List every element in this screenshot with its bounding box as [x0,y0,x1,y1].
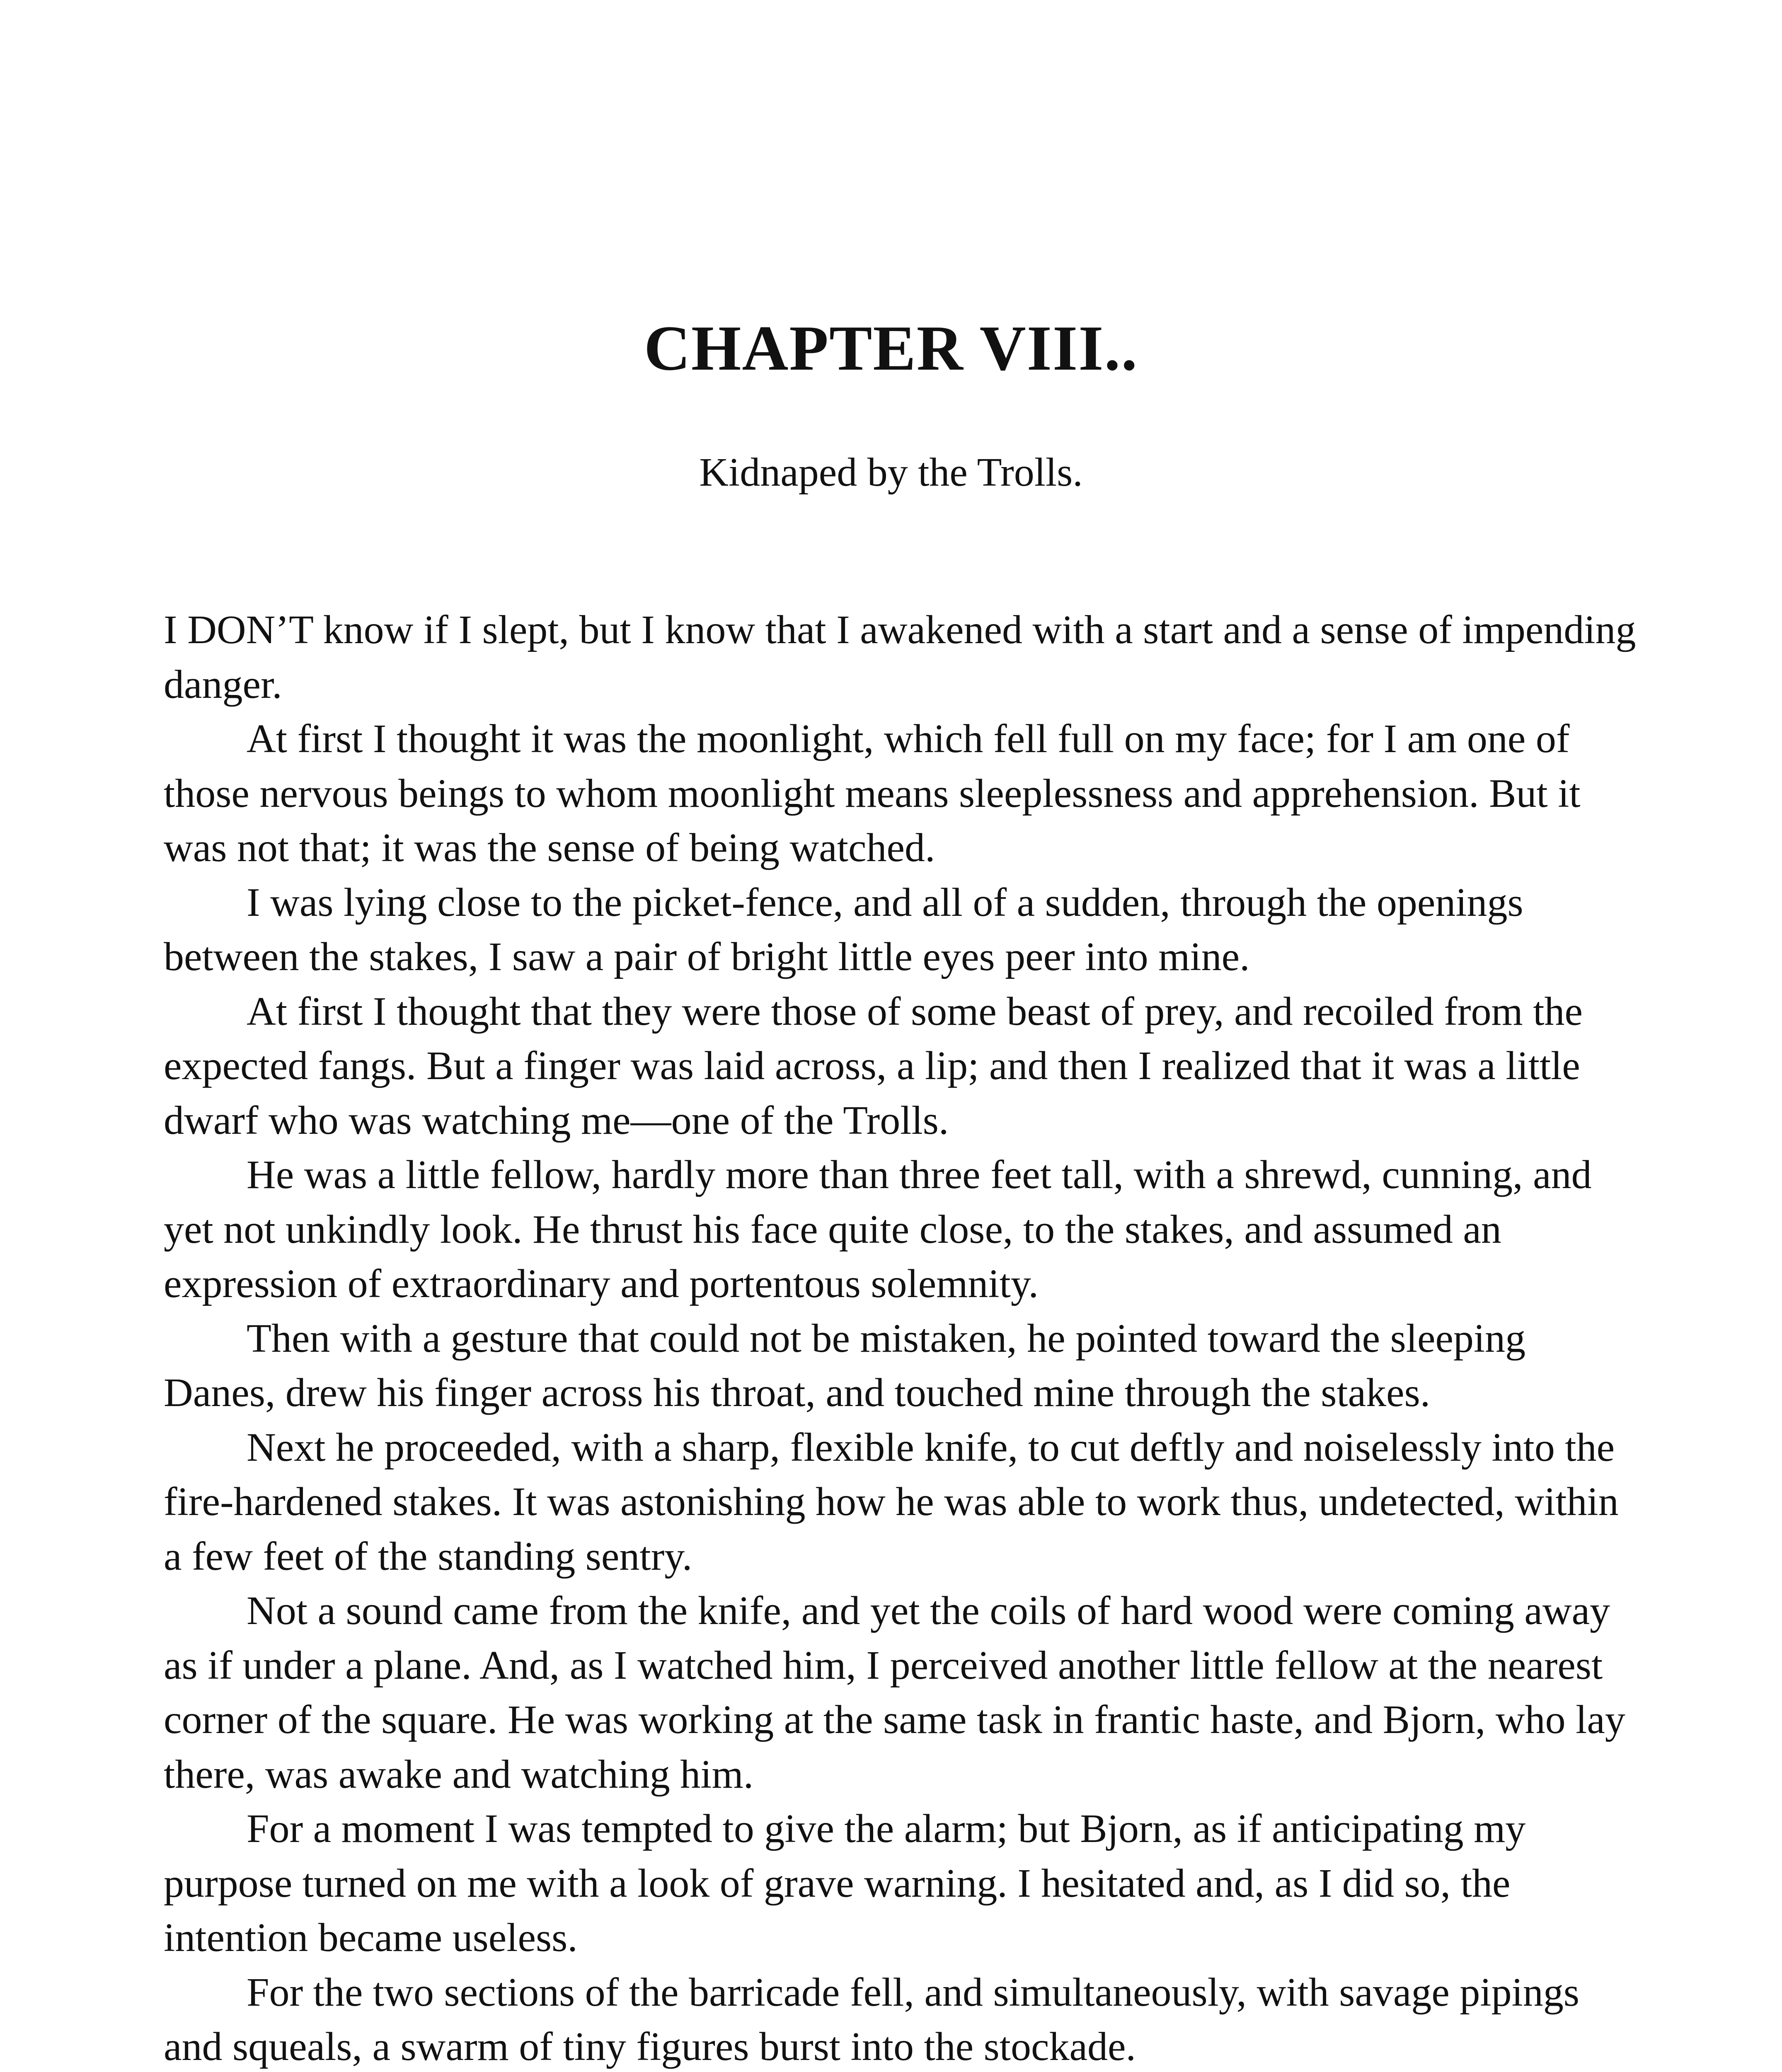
paragraph: At first I thought it was the moonlight, which fell full on my face; for I am one of those nervous beings to whom moonlight means sleeplessness and apprehension. But it was not that; it was the sense of being watched. [164,716,1581,870]
paragraph: For the two sections of the barricade fell, and simultaneously, with savage pipings and squeals, a swarm of tiny figures burst into the stockade. [164,1970,1580,2069]
paragraph: I was lying close to the picket-fence, and all of a sudden, through the openings between the stakes, I saw a pair of bright little eyes peer into mine. [164,880,1523,979]
paragraph: He was a little fellow, hardly more than three feet tall, with a shrewd, cunning, and yet not unkindly look. He thrust his face quite close, to the stakes, and assumed an expression of extraordinary and portentous solemnity. [164,1152,1592,1306]
paragraph: For a moment I was tempted to give the alarm; but Bjorn, as if anticipating my purpose turned on me with a look of grave warning. I hesitated and, as I did so, the intention became useless. [164,1806,1526,1960]
paragraph: Not a sound came from the knife, and yet the coils of hard wood were coming away as if under a plane. And, as I watched him, I perceived another little fellow at the nearest corner of the square. He was working at the same task in frantic haste, and Bjorn, who lay there, was awake and watching him. [164,1588,1625,1797]
body-text [164,603,1639,2072]
paragraph: I DON’T know if I slept, but I know that I awakened with a start and a sense of impending danger. [164,608,1636,707]
paragraph: Then with a gesture that could not be mistaken, he pointed toward the sleeping Danes, drew his finger across his throat, and touched mine through the stakes. [164,1316,1526,1415]
chapter-subtitle: Kidnaped by the Trolls. [699,450,1083,495]
paragraph: At first I thought that they were those of some beast of prey, and recoiled from the expected fangs. But a finger was laid across, a lip; and then I realized that it was a little dwarf who was watching me—one of the Trolls. [164,989,1583,1143]
paragraph: Next he proceeded, with a sharp, flexible knife, to cut deftly and noiselessly into the fire-hardened stakes. It was astonishing how he was able to work thus, undetected, within a few feet of the standing sentry. [164,1425,1619,1579]
chapter-title: CHAPTER VIII.. [644,312,1138,384]
